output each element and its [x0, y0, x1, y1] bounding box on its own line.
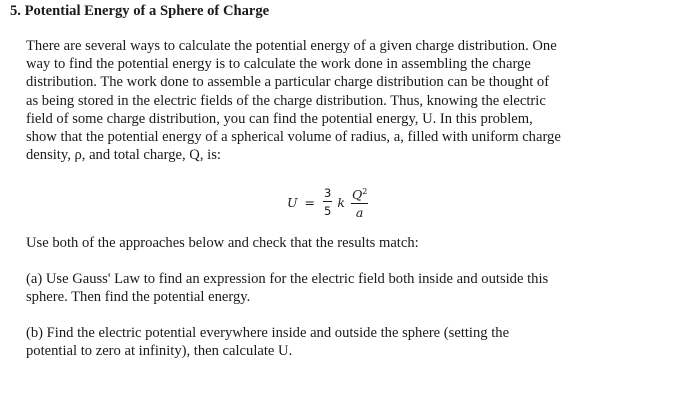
- coefficient-numerator: 3: [324, 186, 332, 200]
- charge-numerator: [351, 185, 368, 202]
- intro-line: density, ρ, and total charge, Q, is:: [26, 147, 221, 164]
- fraction-bar: [351, 203, 368, 204]
- charge-fraction: [350, 185, 369, 220]
- coefficient-fraction: [322, 186, 333, 218]
- intro-line: distribution. The work done to assemble a particular charge distribution can be thought of: [26, 74, 550, 91]
- intro-line: There are several ways to calculate the potential energy of a given charge distribution. One: [26, 38, 557, 54]
- fraction-bar: [323, 201, 332, 202]
- part-b-paragraph: [26, 324, 676, 360]
- radius-denominator: a: [355, 204, 364, 220]
- equation-lhs: U: [287, 194, 298, 210]
- part-a-line: sphere. Then find the potential energy.: [26, 289, 251, 306]
- instruction-paragraph: [26, 234, 676, 252]
- intro-line: as being stored in the electric fields of the charge distribution. Thus, knowing the electric: [26, 92, 546, 109]
- charge-symbol: Q: [351, 186, 363, 202]
- problem-title: 5. Potential Energy of a Sphere of Charge: [10, 3, 270, 19]
- intro-paragraph: [26, 37, 676, 164]
- part-b-line: (b) Find the electric potential everywhere inside and outside the sphere (setting the: [26, 325, 510, 341]
- potential-energy-equation: [287, 182, 369, 222]
- equation-constant: k: [337, 194, 345, 210]
- coefficient-denominator: 5: [324, 204, 332, 218]
- part-b-line: potential to zero at infinity), then calculate U.: [26, 343, 293, 360]
- part-a-paragraph: [26, 270, 676, 306]
- intro-line: field of some charge distribution, you can find the potential energy, U. In this problem,: [26, 110, 533, 127]
- equation-equals: =: [304, 194, 316, 210]
- intro-line: way to find the potential energy is to calculate the work done in assembling the charge: [26, 56, 531, 73]
- instruction-line: Use both of the approaches below and check that the results match:: [26, 235, 419, 251]
- part-a-line: (a) Use Gauss' Law to find an expression for the electric field both inside and outside this: [26, 271, 549, 287]
- intro-line: show that the potential energy of a spherical volume of radius, a, filled with uniform charge: [26, 129, 561, 146]
- charge-exponent: 2: [362, 186, 368, 196]
